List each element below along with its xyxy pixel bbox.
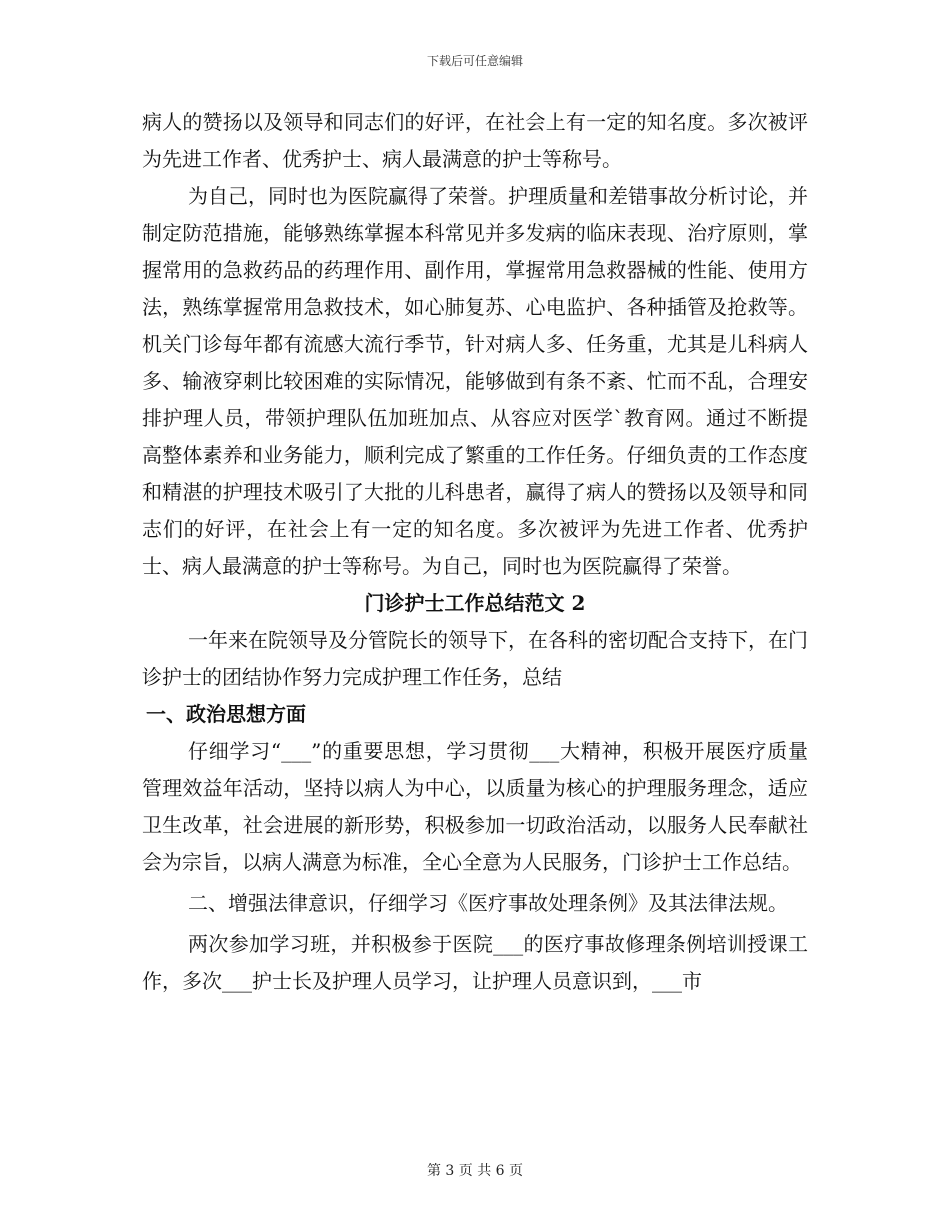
paragraph-1: 病人的赞扬以及领导和同志们的好评，在社会上有一定的知名度。多次被评为先进工作者、优秀护士、病人最满意的护士等称号。 [142, 110, 808, 171]
paragraph-6: 两次参加学习班，并积极参于医院___的医疗事故修理条例培训授课工作，多次___护士长及护理人员学习，让护理人员意识到，___市 [142, 932, 808, 993]
page-header: 下载后可任意编辑 [426, 54, 523, 68]
document-body [142, 104, 808, 1000]
paragraph-4: 仔细学习“___”的重要思想，学习贯彻___大精神，积极开展医疗质量管理效益年活动，坚持以病人为中心，以质量为核心的护理服务理念，适应卫生改革，社会进展的新形势，积极参加一切政治活动，以服务人民奉献社会为宗旨，以病人满意为标准，全心全意为人民服务，门诊护士工作总结。 [142, 739, 808, 874]
paragraph-5: 二、增强法律意识，仔细学习《医疗事故处理条例》及其法律法规。 [188, 891, 788, 915]
paragraph-2: 为自己，同时也为医院赢得了荣誉。护理质量和差错事故分析讨论，并制定防范措施，能够熟练掌握本科常见并多发病的临床表现、治疗原则，掌握常用的急救药品的药理作用、副作用，掌握常用急救器械的性能、使用方法，熟练掌握常用急救技术，如心肺复苏、心电监护、各种插管及抢救等。机关门诊每年都有流感大流行季节，针对病人多、任务重，尤其是儿科病人多、输液穿刺比较困难的实际情况，能够做到有条不紊、忙而不乱，合理安排护理人员，带领护理队伍加班加点、从容应对医学`教育网。通过不断提高整体素养和业务能力，顺利完成了繁重的工作任务。仔细负责的工作态度和精湛的护理技术吸引了大批的儿科患者，赢得了病人的赞扬以及领导和同志们的好评，在社会上有一定的知名度。多次被评为先进工作者、优秀护士、病人最满意的护士等称号。为自己，同时也为医院赢得了荣誉。 [142, 184, 808, 578]
subheading-politics: 一、政治思想方面 [146, 702, 306, 726]
section-title: 门诊护士工作总结范文 2 [364, 591, 586, 615]
page-footer: 第 3 页 共 6 页 [426, 1163, 524, 1179]
paragraph-3: 一年来在院领导及分管院长的领导下，在各科的密切配合支持下，在门诊护士的团结协作努力完成护理工作任务，总结 [142, 628, 808, 689]
